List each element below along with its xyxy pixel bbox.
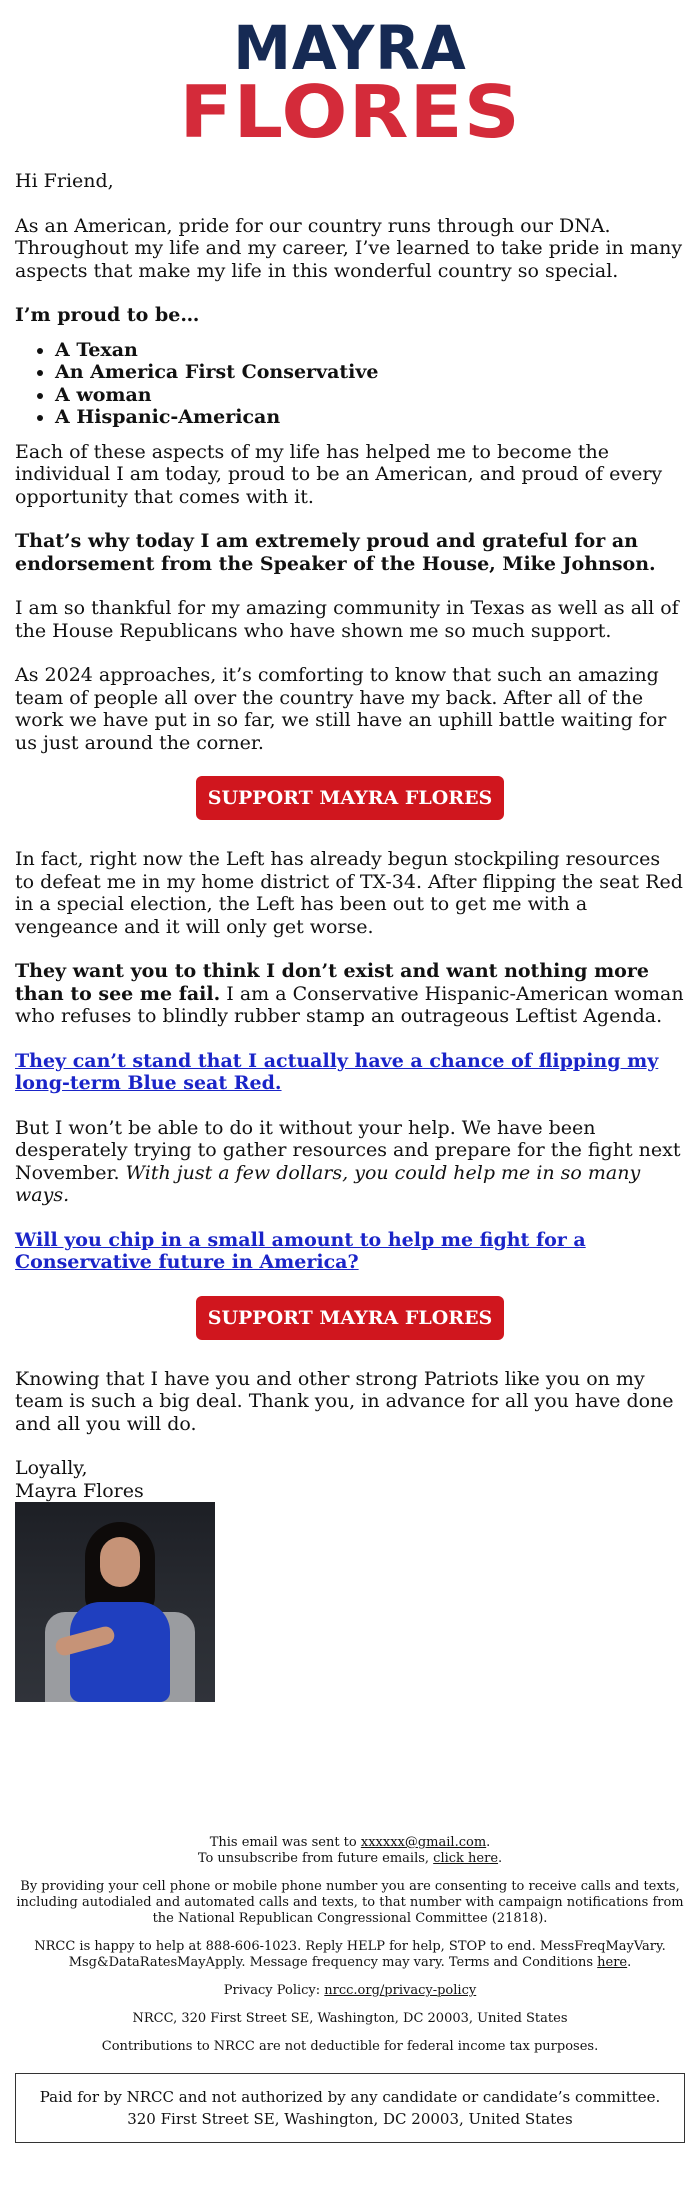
candidate-photo — [15, 1502, 215, 1702]
photo-dress — [70, 1602, 170, 1702]
email-footer — [0, 1835, 700, 2143]
proud-heading: I’m proud to be… — [15, 304, 200, 326]
logo-bottom-text: FLORES — [179, 70, 521, 154]
support-button[interactable]: SUPPORT MAYRA FLORES — [196, 1296, 505, 1340]
chip-link-paragraph — [15, 1229, 685, 1274]
email-page — [0, 12, 700, 2193]
help-text: But I won’t be able to do it without your help. We have been desperately trying to gather resources and prepare for the fight next November. — [15, 1116, 681, 1184]
address-line: NRCC, 320 First Street SE, Washington, DC 20003, United States — [132, 2011, 568, 2026]
greeting: Hi Friend, — [15, 170, 114, 192]
help-paragraph — [15, 1117, 685, 1207]
proud-list — [15, 339, 685, 429]
help-italic: With just a few dollars, you could help me in so many ways. — [15, 1161, 641, 1206]
paid-for-box: Paid for by NRCC and not authorized by any candidate or candidate’s committee. 320 First Street SE, Washington, DC 20003, United States — [15, 2073, 685, 2143]
thankful-paragraph: I am so thankful for my amazing community in Texas as well as all of the House Republicans who have shown me so much support. — [15, 597, 679, 642]
photo-face — [100, 1537, 140, 1587]
knowing-paragraph: Knowing that I have you and other strong Patriots like you on my team is such a big deal. Thank you, in advance for all you have done and all you will do. — [15, 1367, 674, 1435]
unsubscribe-link[interactable]: click here — [433, 1851, 499, 1866]
they-want-bold: They want you to think I don’t exist and want nothing more than to see me fail. — [15, 960, 649, 1005]
privacy-line: Privacy Policy: nrcc.org/privacy-policy — [223, 1983, 477, 1998]
email-body — [0, 170, 700, 1702]
aspects-paragraph: Each of these aspects of my life has helped me to become the individual I am today, proud to be an American, and proud of every opportunity that comes with it. — [15, 440, 663, 508]
logo-top-text: MAYRA ★ — [233, 19, 467, 78]
list-item: • A Texan — [55, 339, 685, 362]
star-icon: ★ — [469, 44, 487, 67]
flip-link-paragraph — [15, 1050, 685, 1095]
endorsement-paragraph: That’s why today I am extremely proud and grateful for an endorsement from the Speaker of the House, Mike Johnson. — [15, 530, 656, 575]
approaches-paragraph: As 2024 approaches, it’s comforting to know that such an amazing team of people all over the country have my back. After all of the work we have put in so far, we still have an uphill battle waiting for us just around the corner. — [15, 664, 667, 754]
signature: Mayra Flores — [15, 1479, 144, 1502]
cta-wrap-2 — [15, 1296, 685, 1340]
chip-in-link[interactable]: Will you chip in a small amount to help me fight for a Conservative future in America? — [15, 1228, 586, 1273]
recipient-email-link[interactable]: xxxxxx@gmail.com — [360, 1835, 487, 1850]
intro-paragraph: As an American, pride for our country runs through our DNA. Throughout my life and my career, I’ve learned to take pride in many aspects that make my life in this wonderful country so special. — [15, 214, 683, 282]
cta-wrap-1 — [15, 776, 685, 820]
privacy-policy-link[interactable]: nrcc.org/privacy-policy — [324, 1983, 477, 1998]
terms-link[interactable]: here — [597, 1955, 628, 1970]
in-fact-paragraph: In fact, right now the Left has already begun stockpiling resources to defeat me in my home district of TX-34. After flipping the seat Red in a special election, the Left has been out to get me with a vengeance and it will only get worse. — [15, 848, 683, 938]
list-item: • An America First Conservative — [55, 361, 685, 384]
signoff: Loyally, — [15, 1457, 88, 1479]
they-want-rest: I am a Conservative Hispanic-American woman who refuses to blindly rubber stamp an outrageous Leftist Agenda. — [15, 982, 684, 1027]
list-item: • A woman — [55, 384, 685, 407]
help-line: NRCC is happy to help at 888-606-1023. Reply HELP for help, STOP to end. MessFreqMayVary. Msg&DataRatesMayApply. Message frequency may vary. Terms and Conditions here. — [34, 1939, 666, 1970]
list-item: • A Hispanic-American — [55, 406, 685, 429]
sent-to-line: This email was sent to xxxxxx@gmail.com. To unsubscribe from future emails, click here. — [197, 1835, 503, 1866]
they-want-paragraph — [15, 960, 685, 1028]
mayra-flores-logo — [165, 12, 535, 154]
flip-seat-link[interactable]: They can’t stand that I actually have a chance of flipping my long-term Blue seat Red. — [15, 1049, 659, 1094]
support-button[interactable]: SUPPORT MAYRA FLORES — [196, 776, 505, 820]
consent-text: By providing your cell phone or mobile phone number you are consenting to receive calls and texts, including autodialed and automated calls and texts, to that number with campaign notifications from the National Republican Congressional Committee (21818). — [16, 1879, 684, 1926]
contributions-line: Contributions to NRCC are not deductible for federal income tax purposes. — [101, 2039, 599, 2054]
